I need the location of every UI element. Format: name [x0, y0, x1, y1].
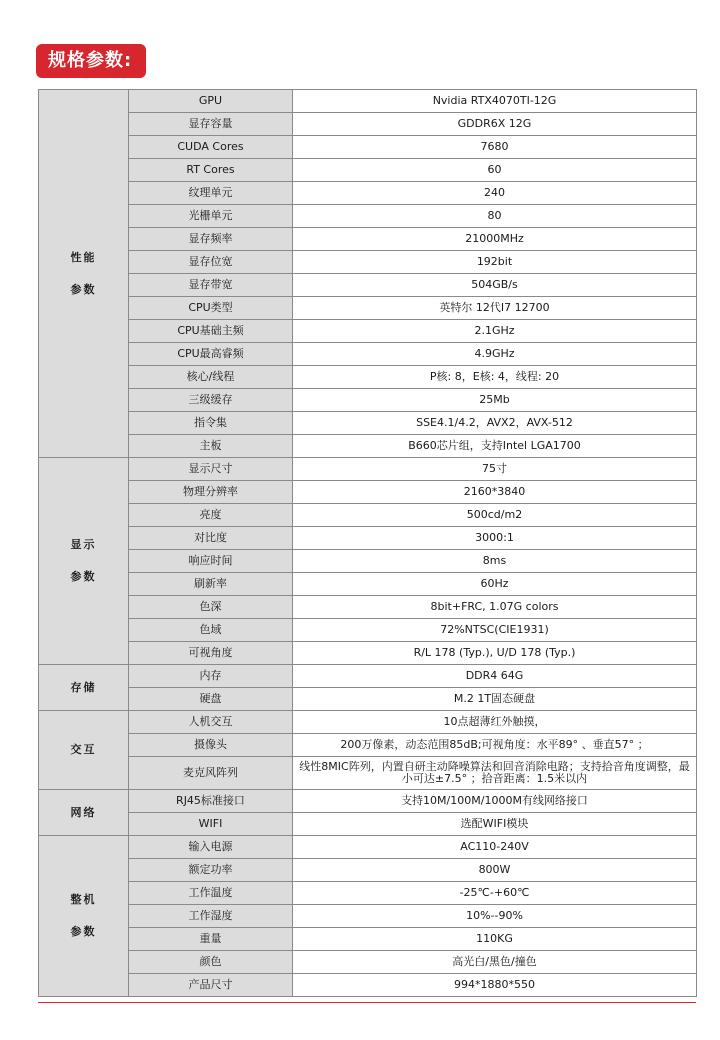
table-row	[39, 836, 697, 859]
spec-value: AC110-240V	[293, 836, 697, 859]
spec-label: 可视角度	[129, 642, 293, 665]
spec-label: GPU	[129, 90, 293, 113]
spec-label: 指令集	[129, 412, 293, 435]
spec-value: 192bit	[293, 251, 697, 274]
table-row	[39, 182, 697, 205]
spec-value: 60	[293, 159, 697, 182]
spec-value: 75寸	[293, 458, 697, 481]
table-row	[39, 412, 697, 435]
spec-label: CUDA Cores	[129, 136, 293, 159]
spec-value: 994*1880*550	[293, 974, 697, 997]
category-cell	[39, 790, 129, 836]
table-row	[39, 113, 697, 136]
spec-label: 输入电源	[129, 836, 293, 859]
spec-value: 2.1GHz	[293, 320, 697, 343]
spec-value: -25℃-+60℃	[293, 882, 697, 905]
spec-label: 三级缓存	[129, 389, 293, 412]
spec-label: 摄像头	[129, 734, 293, 757]
table-row	[39, 504, 697, 527]
category-cell	[39, 665, 129, 711]
spec-value: 英特尔 12代I7 12700	[293, 297, 697, 320]
spec-value: 800W	[293, 859, 697, 882]
table-row	[39, 366, 697, 389]
spec-value: B660芯片组，支持Intel LGA1700	[293, 435, 697, 458]
category-label: 显示	[70, 538, 97, 551]
category-label: 参数	[70, 570, 97, 583]
spec-value: 8bit+FRC, 1.07G colors	[293, 596, 697, 619]
spec-label: 显存带宽	[129, 274, 293, 297]
category-label: 参数	[70, 282, 97, 296]
spec-label: 主板	[129, 435, 293, 458]
spec-value: 72%NTSC(CIE1931)	[293, 619, 697, 642]
spec-value: 504GB/s	[293, 274, 697, 297]
spec-value: 7680	[293, 136, 697, 159]
spec-value: 60Hz	[293, 573, 697, 596]
spec-label: 额定功率	[129, 859, 293, 882]
spec-value: 4.9GHz	[293, 343, 697, 366]
table-row	[39, 481, 697, 504]
spec-label: 显存位宽	[129, 251, 293, 274]
table-row	[39, 757, 697, 790]
table-row	[39, 859, 697, 882]
spec-value: 21000MHz	[293, 228, 697, 251]
table-row	[39, 251, 697, 274]
spec-label: 显存容量	[129, 113, 293, 136]
table-row	[39, 297, 697, 320]
table-row	[39, 550, 697, 573]
spec-label: RT Cores	[129, 159, 293, 182]
table-row	[39, 596, 697, 619]
spec-label: 响应时间	[129, 550, 293, 573]
spec-value: 240	[293, 182, 697, 205]
spec-label: CPU基础主频	[129, 320, 293, 343]
table-row	[39, 790, 697, 813]
table-row	[39, 435, 697, 458]
table-row	[39, 228, 697, 251]
table-row	[39, 136, 697, 159]
table-row	[39, 951, 697, 974]
bottom-divider	[38, 1002, 696, 1003]
spec-label: RJ45标准接口	[129, 790, 293, 813]
spec-value: P核: 8，E核: 4，线程: 20	[293, 366, 697, 389]
spec-label: 色深	[129, 596, 293, 619]
spec-value: 高光白/黑色/撞色	[293, 951, 697, 974]
spec-label: 显存频率	[129, 228, 293, 251]
spec-label: 产品尺寸	[129, 974, 293, 997]
table-row	[39, 527, 697, 550]
table-row	[39, 90, 697, 113]
spec-label: 亮度	[129, 504, 293, 527]
spec-value: 选配WIFI模块	[293, 813, 697, 836]
spec-value: Nvidia RTX4070TI-12G	[293, 90, 697, 113]
spec-value: 3000:1	[293, 527, 697, 550]
category-cell	[39, 836, 129, 997]
spec-label: 刷新率	[129, 573, 293, 596]
spec-value: DDR4 64G	[293, 665, 697, 688]
spec-value: 110KG	[293, 928, 697, 951]
spec-value: R/L 178 (Typ.), U/D 178 (Typ.)	[293, 642, 697, 665]
spec-value: 80	[293, 205, 697, 228]
spec-value: GDDR6X 12G	[293, 113, 697, 136]
spec-label: 内存	[129, 665, 293, 688]
spec-value: M.2 1T固态硬盘	[293, 688, 697, 711]
table-row	[39, 458, 697, 481]
category-label: 网络	[70, 805, 97, 819]
spec-value: 8ms	[293, 550, 697, 573]
spec-label: 色域	[129, 619, 293, 642]
category-label: 整机	[70, 893, 97, 906]
category-label: 参数	[70, 925, 97, 938]
table-row	[39, 389, 697, 412]
category-label: 存储	[70, 680, 97, 694]
spec-label: 物理分辨率	[129, 481, 293, 504]
spec-label: 工作温度	[129, 882, 293, 905]
table-row	[39, 974, 697, 997]
category-cell	[39, 711, 129, 790]
table-row	[39, 573, 697, 596]
spec-value: 2160*3840	[293, 481, 697, 504]
spec-label: 麦克风阵列	[129, 757, 293, 790]
spec-label: 光栅单元	[129, 205, 293, 228]
spec-label: 工作湿度	[129, 905, 293, 928]
spec-value: SSE4.1/4.2，AVX2，AVX-512	[293, 412, 697, 435]
category-cell	[39, 458, 129, 665]
table-row	[39, 882, 697, 905]
spec-label: CPU最高睿频	[129, 343, 293, 366]
spec-value: 25Mb	[293, 389, 697, 412]
spec-label: 对比度	[129, 527, 293, 550]
spec-label: 核心/线程	[129, 366, 293, 389]
category-label: 交互	[70, 743, 97, 756]
category-label: 性能	[70, 250, 97, 264]
spec-label: 显示尺寸	[129, 458, 293, 481]
table-row	[39, 711, 697, 734]
spec-value: 支持10M/100M/1000M有线网络接口	[293, 790, 697, 813]
table-row	[39, 905, 697, 928]
spec-label: 重量	[129, 928, 293, 951]
spec-value: 200万像素，动态范围85dB;可视角度：水平89° 、垂直57° ；	[293, 734, 697, 757]
table-row	[39, 205, 697, 228]
table-row	[39, 619, 697, 642]
spec-label: 颜色	[129, 951, 293, 974]
table-row	[39, 642, 697, 665]
section-title: 规格参数:	[36, 44, 146, 78]
spec-label: 人机交互	[129, 711, 293, 734]
table-row	[39, 813, 697, 836]
table-row	[39, 274, 697, 297]
table-row	[39, 665, 697, 688]
spec-value: 10%--90%	[293, 905, 697, 928]
spec-table	[38, 89, 697, 997]
table-row	[39, 734, 697, 757]
spec-label: WIFI	[129, 813, 293, 836]
table-row	[39, 343, 697, 366]
spec-label: 硬盘	[129, 688, 293, 711]
spec-value: 线性8MIC阵列，内置自研主动降噪算法和回音消除电路；支持拾音角度调整，最小可达±7.5° ；拾音距离：1.5米以内	[293, 757, 697, 790]
table-row	[39, 320, 697, 343]
spec-value: 10点超薄红外触摸，	[293, 711, 697, 734]
spec-label: CPU类型	[129, 297, 293, 320]
category-cell	[39, 90, 129, 458]
table-row	[39, 688, 697, 711]
spec-value: 500cd/m2	[293, 504, 697, 527]
table-row	[39, 159, 697, 182]
spec-label: 纹理单元	[129, 182, 293, 205]
table-row	[39, 928, 697, 951]
